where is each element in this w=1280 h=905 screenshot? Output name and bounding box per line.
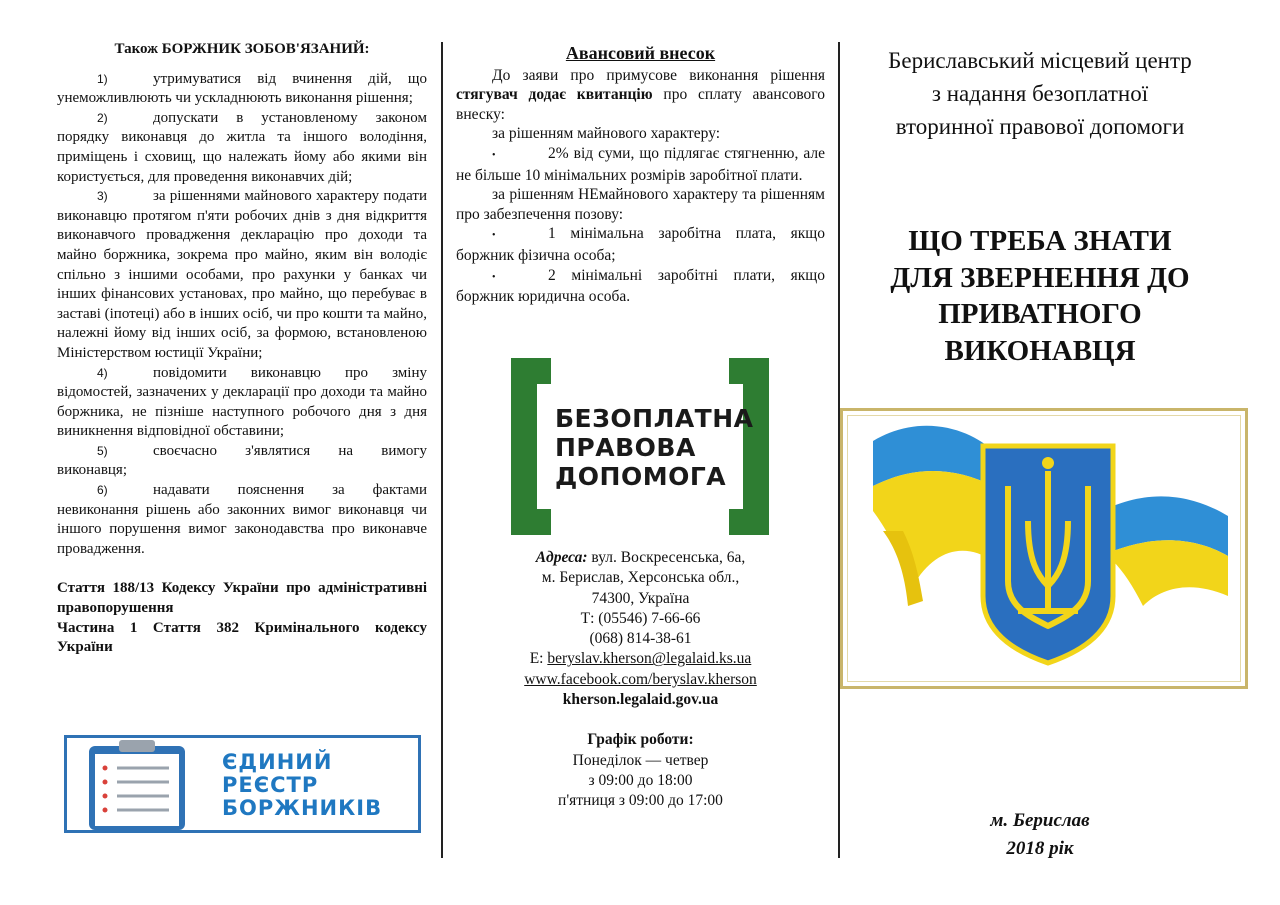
legal-references [57,579,427,657]
obligation-item-5: 5) своєчасно з'являтися на вимогу виконавця; [57,442,427,479]
ukraine-flag-trident-icon [843,411,1245,686]
website-link[interactable]: kherson.legalaid.gov.ua [562,691,719,709]
obligations-heading: Також БОРЖНИК ЗОБОВ'ЯЗАНИЙ: [114,41,370,57]
org-name-line-3: вторинної правової допомоги [895,114,1185,139]
contact-block [456,548,825,812]
org-name-line-1: Бериславський місцевий центр [888,48,1192,73]
nonproperty-decision-heading: за рішенням НЕмайнового характеру та рішенням про забезпечення позову: [456,186,825,223]
property-decision-heading: за рішенням майнового характеру: [492,125,721,143]
column-divider-left [441,42,443,858]
schedule-heading: Графік роботи: [587,731,694,749]
article-admin-code: Стаття 188/13 Кодексу України про адміністративні правопорушення [57,580,427,617]
free-legal-aid-logo [511,358,769,535]
debtor-registry-banner [64,735,421,833]
debtor-obligations-column [57,40,427,658]
advance-payment-intro: До заяви про примусове виконання рішення стягувач додає квитанцію про сплату авансового внеску: [456,66,826,123]
individual-debtor-bullet: • 1 мінімальна заробітна плата, якщо боржник фізична особа; [456,225,825,264]
logo-wordmark: БЕЗОПЛАТНА ПРАВОВА ДОПОМОГА [555,404,754,491]
registry-title: ЄДИНИЙ РЕЄСТР БОРЖНИКІВ [222,750,383,820]
phone-1: Т: (05546) 7-66-66 [580,609,701,627]
brochure-title: ЩО ТРЕБА ЗНАТИ ДЛЯ ЗВЕРНЕННЯ ДО ПРИВАТНОГО ВИКОНАВЦЯ [890,225,1190,367]
clipboard-icon [81,738,201,830]
legal-entity-debtor-bullet: • 2 мінімальні заробітні плати, якщо боржник юридична особа. [456,266,825,306]
address-line-3: 74300, Україна [591,589,690,607]
email-line: E: beryslav.kherson@legalaid.ks.ua [529,650,752,668]
address-line-1: Адреса: вул. Воскресенська, 6а, [535,549,746,566]
obligation-item-6: 6) надавати пояснення за фактами невиконання рішень або законних вимог виконавця чи іншого порушення вимог законодавства про виконавче провадження. [57,482,427,557]
flag-and-coat-of-arms-image [840,408,1248,689]
schedule-friday: п'ятниця з 09:00 до 17:00 [558,792,723,810]
cover-column [845,44,1235,143]
obligation-item-3: 3) за рішеннями майнового характеру подати виконавцю протягом п'яти робочих днів з дня відкриття виконавчого провадження декларацію про доходи та майно боржника, зокрема про майно, яким він володіє спільно з іншими особами, про рахунки у банках чи інших фінансових установах, про майно, що перебуває в заставі (іпотеці) або в інших осіб, чи про кошти та майно, належні йому від інших осіб, за формою, встановленою Міністерством юстиції України; [57,188,428,361]
org-name-line-2: з надання безоплатної [931,81,1149,106]
advance-payment-column [456,44,825,307]
advance-payment-heading: Авансовий внесок [565,43,716,63]
city-and-year [925,807,1155,863]
address-line-2: м. Берислав, Херсонська обл., [541,569,740,587]
property-bullet: • 2% від суми, що підлягає стягненню, але не більше 10 мінімальних розмірів заробітної плати. [456,144,825,184]
schedule-hours: з 09:00 до 18:00 [588,771,693,789]
obligation-item-1: 1) утримуватися від вчинення дій, що унеможливлюють чи ускладнюють виконання рішення; [57,70,427,107]
city: м. Берислав [990,810,1090,831]
obligation-item-2: 2) допускати в установленому законом порядку виконавця до житла та іншого володіння, приміщень і сховищ, що належать йому або якими він користується, для проведення виконавчих дій; [57,109,427,185]
email-link[interactable]: beryslav.kherson@legalaid.ks.ua [547,650,752,668]
year: 2018 рік [1006,838,1074,859]
obligation-item-4: 4) повідомити виконавцю про зміну відомостей, зазначених у декларації про доходи та майно боржника, не пізніше наступного робочого дня з дня виникнення відповідної обставини; [57,364,427,440]
schedule-days: Понеділок — четвер [572,751,709,769]
phone-2: (068) 814-38-61 [589,630,692,648]
article-criminal-code: Частина 1 Стаття 382 Кримінального кодексу України [57,619,427,656]
facebook-link[interactable]: www.facebook.com/beryslav.kherson [524,670,757,688]
